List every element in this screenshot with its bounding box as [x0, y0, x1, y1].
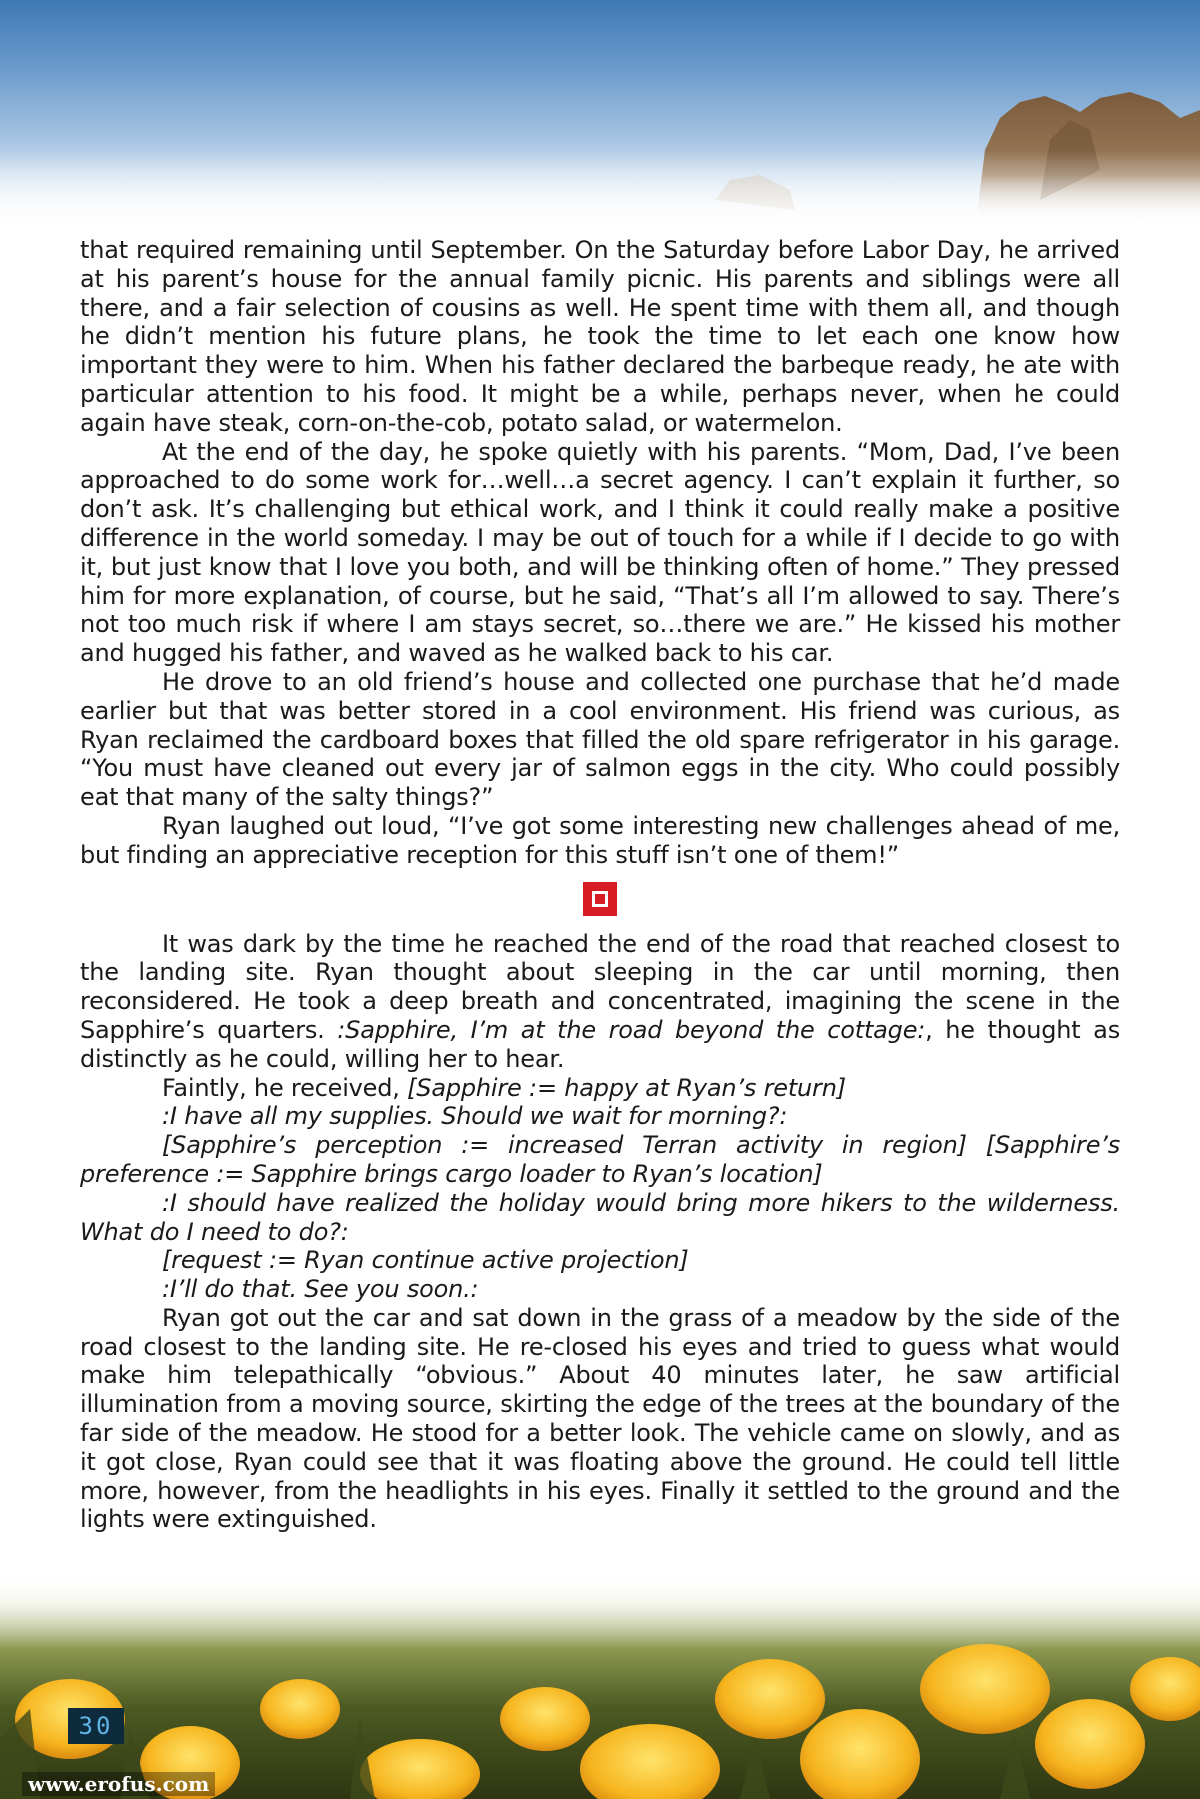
paragraph: that required remaining until September. On the Saturday before Labor Day, he arrived at his parent’s house for the annual family picnic. His parents and siblings were all there, and a fair selection of cousins as well. He spent time with them all, and though he didn’t mention his future plans, he took the time to let each one know how important they were to him. When his father declared the barbeque ready, he ate with particular attention to his food. It might be a while, perhaps never, when he could again have steak, corn-on-the-cob, potato salad, or watermelon. [80, 236, 1120, 437]
poppy-flowers-image [0, 1569, 1200, 1799]
telepathic-message: :I have all my supplies. Should we wait for morning?: [162, 1102, 788, 1131]
watermark: www.erofus.com [22, 1772, 215, 1796]
mountain-cliff-image [0, 0, 1200, 230]
flower-meadow-image [0, 1569, 1200, 1799]
narration-text: , he thought as distinctly as he could, willing her to hear. [80, 1015, 1120, 1073]
square-separator-icon [583, 882, 617, 916]
narration-text: It was dark by the time he reached the end of the road that reached closest to the landing site. Ryan thought about sleeping in the car until morning, then reconsidered. He took a deep breath and concentrated, imagining the scene in the Sapphire’s quarters. [80, 929, 1120, 1044]
paragraph: Ryan got out the car and sat down in the grass of a meadow by the side of the road closest to the landing site. He re-closed his eyes and tried to guess what would make him telepathically “obvious.” About 40 minutes later, he saw artificial illumination from a moving source, skirting the edge of the trees at the boundary of the far side of the meadow. He stood for a better look. The vehicle came on slowly, and as it got close, Ryan could see that it was floating above the ground. He could tell little more, however, from the headlights in his eyes. Finally it settled to the ground and the lights were extinguished. [80, 1303, 1120, 1534]
paragraph: At the end of the day, he spoke quietly with his parents. “Mom, Dad, I’ve been approached to do some work for…well…a secret agency. I can’t explain it further, so don’t ask. It’s challenging but ethical work, and I think it could really make a positive difference in the world someday. I may be out of touch for a while if I decide to go with it, but just know that I love you both, and will be thinking often of home.” They pressed him for more explanation, of course, but he said, “That’s all I’m allowed to say. There’s not too much risk if where I am stays secret, so…there we are.” He kissed his mother and hugged his father, and waved as he walked back to his car. [80, 437, 1120, 668]
narration-text: Faintly, he received, [162, 1073, 408, 1102]
page-number: 30 [68, 1708, 124, 1744]
telepathic-message: :I should have realized the holiday would bring more hikers to the wilderness. What do I need to do?: [80, 1188, 1120, 1246]
telepathic-message: [request := Ryan continue active projection] [162, 1246, 689, 1275]
telepathic-message: [Sapphire’s perception := increased Terran activity in region] [Sapphire’s preference := Sapphire brings cargo loader to Ryan’s location] [80, 1131, 1120, 1188]
story-text-column [80, 236, 1120, 1596]
paragraph [80, 1074, 1120, 1103]
telepathic-message: :Sapphire, I’m at the road beyond the cottage: [337, 1015, 926, 1044]
paragraph: He drove to an old friend’s house and collected one purchase that he’d made earlier but that was better stored in a cool environment. His friend was curious, as Ryan reclaimed the cardboard boxes that filled the old spare refrigerator in his garage. “You must have cleaned out every jar of salmon eggs in the city. Who could possibly eat that many of the salty things?” [80, 667, 1120, 812]
paragraph [80, 930, 1120, 1074]
sky-header-image [0, 0, 1200, 230]
telepathic-message: :I’ll do that. See you soon.: [162, 1275, 479, 1304]
telepathic-message: [Sapphire := happy at Ryan’s return] [407, 1073, 846, 1102]
scene-break [80, 882, 1120, 916]
paragraph: Ryan laughed out loud, “I’ve got some interesting new challenges ahead of me, but finding an appreciative reception for this stuff isn’t one of them!” [80, 811, 1120, 869]
